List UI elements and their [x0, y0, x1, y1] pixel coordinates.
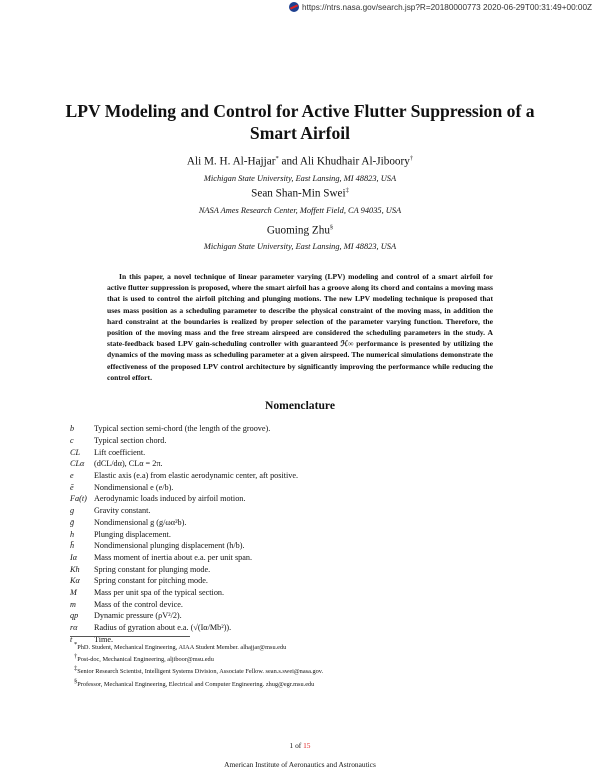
author-line-2 [40, 187, 560, 200]
nomenclature-definition: Nondimensional plunging displacement (h/b). [94, 541, 245, 551]
nomenclature-definition: Spring constant for pitching mode. [94, 576, 208, 586]
page-of: of [295, 741, 302, 750]
nomenclature-definition: Lift coefficient. [94, 447, 146, 457]
nomenclature-symbol: Kh [70, 564, 80, 574]
nomenclature-entry [70, 528, 540, 540]
nomenclature-entry [70, 481, 540, 493]
footnote-text: Senior Research Scientist, Intelligent Systems Division, Associate Fellow. sean.s.swei@nasa.gov. [77, 668, 324, 676]
nomenclature-entry [70, 423, 540, 435]
nomenclature-entry [70, 622, 540, 634]
page-total-link[interactable]: 15 [303, 741, 311, 750]
nomenclature-symbol: e [70, 471, 74, 481]
nomenclature-entry [70, 517, 540, 529]
footnote-divider [70, 636, 190, 637]
nomenclature-entry [70, 598, 540, 610]
footnote-mark: † [74, 653, 78, 661]
nomenclature-entry [70, 587, 540, 599]
page-number [0, 741, 600, 750]
affiliation-msu: Michigan State University, East Lansing, MI 48823, USA [203, 174, 397, 183]
nomenclature-definition: Typical section semi-chord (the length of the groove). [94, 424, 271, 434]
nomenclature-entry [70, 493, 540, 505]
nomenclature-entry [70, 470, 540, 482]
ntrs-url-stamp [289, 2, 592, 12]
url-stamp-text: https://ntrs.nasa.gov/search.jsp?R=20180000773 2020-06-29T00:31:49+00:00Z [302, 2, 592, 12]
organization-footer: American Institute of Aeronautics and Astronautics [224, 760, 376, 769]
footnote [74, 664, 323, 676]
nomenclature-definition: Spring constant for plunging mode. [94, 564, 211, 574]
nomenclature-symbol: CLα [70, 459, 85, 469]
nomenclature-symbol: t [70, 634, 73, 644]
page-current: 1 [289, 741, 294, 750]
author-line-1 [40, 155, 560, 168]
nomenclature-symbol: m [70, 599, 76, 609]
nomenclature-symbol: h [70, 529, 75, 539]
title-line-2: Smart Airfoil [249, 123, 351, 143]
author-name: Guoming Zhu [266, 224, 330, 237]
author-line-3 [40, 224, 560, 237]
nomenclature-definition: Mass moment of inertia about e.a. per unit span. [94, 552, 253, 562]
nomenclature-entry [70, 563, 540, 575]
author-name: Sean Shan-Min Swei [251, 187, 346, 200]
author-name: Ali Khudhair Al-Jiboory [299, 155, 410, 168]
nomenclature-entry [70, 610, 540, 622]
nomenclature-symbol: g [70, 506, 75, 516]
nomenclature-symbol: rα [70, 623, 78, 633]
nomenclature-symbol: ḡ [70, 517, 75, 527]
nomenclature-symbol: M [70, 587, 77, 597]
footnote-mark: ‡ [74, 665, 78, 673]
nomenclature-symbol: CL [70, 447, 81, 457]
footnote-text: Post-doc, Mechanical Engineering, aljiboor@msu.edu [77, 656, 214, 664]
affiliation-nasa: NASA Ames Research Center, Moffett Field, CA 94035, USA [198, 206, 402, 215]
nomenclature-definition: Mass per unit spa of the typical section. [94, 587, 225, 597]
nomenclature-entry [70, 540, 540, 552]
nomenclature-definition: Gravity constant. [94, 506, 151, 516]
author-mark: ‡ [345, 187, 349, 194]
author-mark: † [409, 155, 414, 162]
nomenclature-list [70, 423, 540, 645]
affiliation-msu: Michigan State University, East Lansing, MI 48823, USA [203, 242, 397, 251]
nomenclature-definition: Time. [94, 634, 114, 644]
nomenclature-entry [70, 575, 540, 587]
footnote [74, 640, 323, 652]
footnote-text: Professor, Mechanical Engineering, Electrical and Computer Engineering. zhug@egr.msu.edu [77, 680, 315, 688]
nomenclature-definition: Radius of gyration about e.a. (√(Iα/Mb²)). [94, 623, 232, 633]
nomenclature-definition: (dCL/dα), CLα = 2π. [94, 459, 163, 469]
author-name: Ali M. H. Al-Hajjar [186, 155, 276, 168]
footnote-mark: § [74, 677, 78, 685]
nomenclature-definition: Aerodynamic loads induced by airfoil motion. [94, 494, 246, 504]
nomenclature-definition: Dynamic pressure (ρV²/2). [94, 611, 182, 621]
nomenclature-entry [70, 505, 540, 517]
nomenclature-symbol: h̄ [70, 541, 75, 551]
nomenclature-definition: Nondimensional e (e/b). [94, 482, 174, 492]
nomenclature-entry [70, 458, 540, 470]
title-line-1: LPV Modeling and Control for Active Flutter Suppression of a [65, 101, 535, 121]
nomenclature-symbol: Kα [70, 576, 80, 586]
footnote [74, 677, 323, 689]
footnote [74, 652, 323, 664]
nomenclature-definition: Plunging displacement. [94, 529, 171, 539]
author-conjunction: and [278, 155, 300, 168]
paper-title [40, 100, 560, 144]
nomenclature-symbol: Iα [70, 552, 78, 562]
nomenclature-symbol: c [70, 436, 74, 446]
footnote-text: PhD. Student, Mechanical Engineering, AIAA Student Member. alhajjar@msu.edu [77, 644, 287, 652]
nomenclature-definition: Elastic axis (e.a) from elastic aerodynamic center, aft positive. [94, 471, 299, 481]
nomenclature-entry [70, 435, 540, 447]
nomenclature-heading: Nomenclature [265, 399, 335, 412]
nomenclature-definition: Mass of the control device. [94, 599, 183, 609]
nomenclature-symbol: qp [70, 611, 79, 621]
nomenclature-symbol: b [70, 424, 75, 434]
nomenclature-entry [70, 446, 540, 458]
footnotes [74, 640, 323, 689]
nomenclature-symbol: Fa(t) [70, 494, 87, 504]
nomenclature-symbol: ē [70, 482, 74, 492]
nomenclature-definition: Typical section chord. [94, 436, 167, 446]
footnote-mark: * [74, 641, 78, 648]
nomenclature-definition: Nondimensional g (g/ωα²b). [94, 517, 187, 527]
nomenclature-entry [70, 552, 540, 564]
author-mark: * [275, 155, 279, 162]
author-mark: § [329, 224, 334, 231]
nasa-logo-icon [289, 2, 299, 12]
abstract: In this paper, a novel technique of linear parameter varying (LPV) modeling and control of a smart airfoil for active flutter suppression is proposed, where the smart airfoil has a groove along its chord and contains a moving mass that is used to control the airfoil pitching and plunging motions. The new LPV modeling technique is proposed that uses mass position as a scheduling parameter to describe the physical constraint of the moving mass, in addition the hard constraint at the boundaries is realized by proper selection of the parameter varying function. Therefore, the position of the moving mass and the free stream airspeed are considered the scheduling parameters in the study. A state-feedback based LPV gain-scheduling controller with guaranteed ℋ∞ performance is presented by utilizing the dynamics of the moving mass as scheduling parameter at a given airspeed. The numerical simulations demonstrate the effectiveness of the proposed LPV control architecture by significantly improving the performance while reducing the control effort. [107, 272, 493, 382]
